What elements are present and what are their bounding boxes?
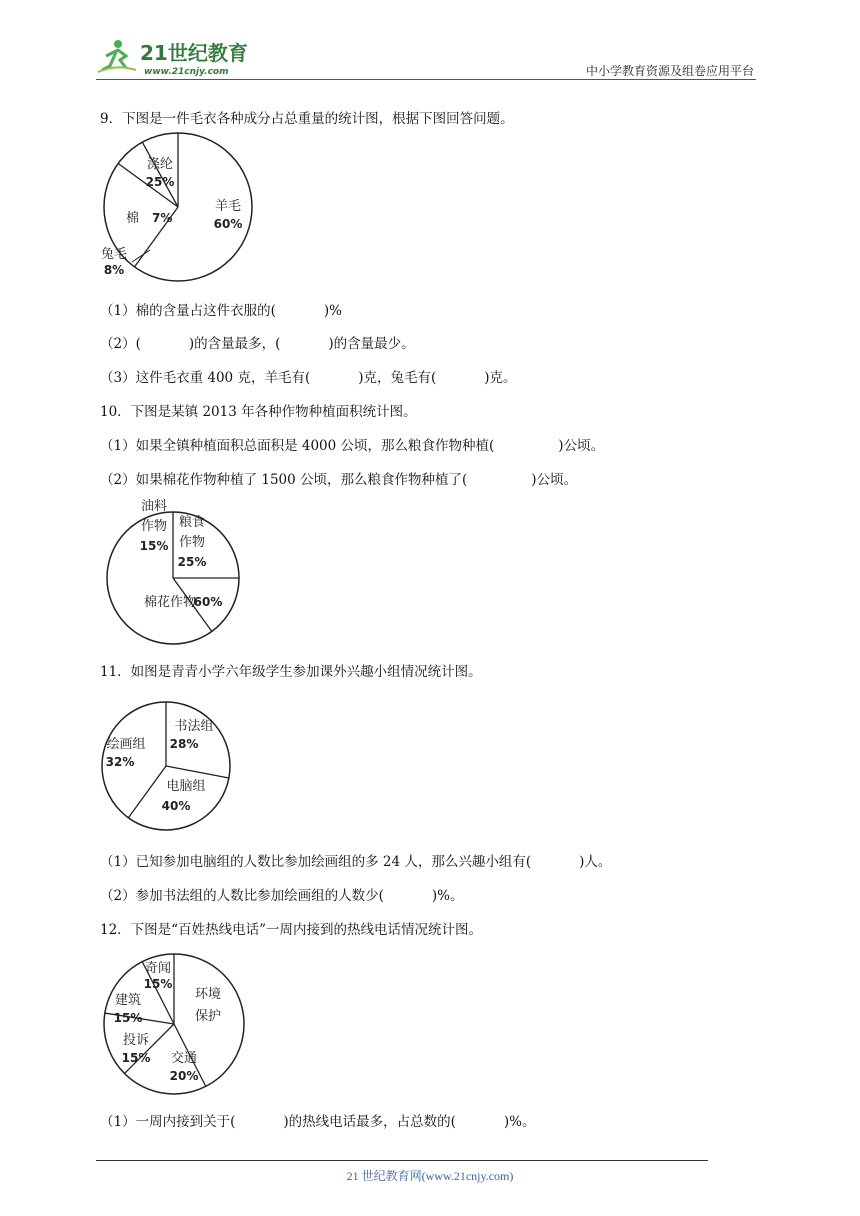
q11-sub1-text-a: （1）已知参加电脑组的人数比参加绘画组的多 24 人，那么兴趣小组有( — [100, 854, 532, 870]
pie-slice-label: 棉 — [126, 211, 140, 226]
q9-sub1-text-a: （1）棉的含量占这件衣服的( — [100, 303, 276, 319]
logo-main-text: 21世纪教育 — [140, 41, 248, 65]
pie-slice-percent: 8% — [103, 263, 125, 277]
pie-slice-label: 棉花作物 — [143, 595, 197, 610]
q9-sub1-text-b: )% — [323, 303, 342, 319]
pie-slice-label: 作物 — [178, 535, 206, 550]
q12-sub1-text-a: （1）一周内接到关于( — [100, 1114, 236, 1130]
pie-slice-label: 兔毛 — [100, 247, 128, 262]
q9-sub2-text-a: （2）( — [100, 336, 141, 352]
q10-sub1-text-b: )公顷。 — [558, 438, 605, 454]
q12-title: 12．下图是“百姓热线电话”一周内接到的热线电话情况统计图。 — [100, 922, 482, 938]
pie-slice-percent: 40% — [161, 799, 191, 813]
pie-slice-label: 建筑 — [114, 993, 142, 1008]
pie-slice-label: 粮食 — [178, 515, 206, 530]
q9-sub2-text-b: )的含量最多，( — [188, 336, 281, 352]
pie-slice-percent: 32% — [105, 755, 135, 769]
pie-label-pointer — [132, 250, 150, 262]
q9-pie-chart — [100, 130, 290, 285]
pie-slice-label: 交通 — [170, 1051, 198, 1066]
q11-title: 11．如图是青青小学六年级学生参加课外兴趣小组情况统计图。 — [100, 664, 482, 680]
q11-sub1 — [100, 850, 611, 870]
pie-slice-percent: 25% — [145, 175, 175, 189]
pie-slice-label: 环境 — [194, 987, 222, 1002]
q10-sub1-text-a: （1）如果全镇种植面积总面积是 4000 公顷，那么粮食作物种植( — [100, 438, 495, 454]
pie-slice-label: 电脑组 — [166, 779, 206, 794]
q12-sub1-text-c: )%。 — [503, 1114, 536, 1130]
q11-pie-chart — [100, 698, 238, 832]
pie-slice-percent: 25% — [177, 555, 207, 569]
pie-slice-label: 作物 — [140, 519, 168, 534]
pie-slice-label: 绘画组 — [106, 737, 146, 752]
pie-slice-label: 涤纶 — [146, 157, 174, 172]
q9-title: 9．下图是一件毛衣各种成分占总重量的统计图，根据下图回答问题。 — [100, 111, 514, 127]
q12-sub1 — [100, 1110, 536, 1130]
pie-slice-label: 油料 — [140, 499, 168, 514]
pie-slice-boundary — [122, 1024, 174, 1073]
pie-slice-percent: 15% — [113, 1011, 143, 1025]
q10-sub1 — [100, 434, 604, 454]
pie-slice-percent: 60% — [213, 217, 243, 231]
q10-sub2-text-a: （2）如果棉花作物种植了 1500 公顷，那么粮食作物种植了( — [100, 472, 468, 488]
pie-slice-percent: 7% — [152, 211, 173, 225]
q10-sub2-text-b: )公顷。 — [531, 472, 578, 488]
q9-sub2-text-c: )的含量最少。 — [328, 336, 415, 352]
pie-slice-percent: 15% — [143, 977, 173, 991]
site-logo — [96, 36, 266, 78]
q12-sub1-text-b: )的热线电话最多，占总数的( — [283, 1114, 456, 1130]
q10-sub2 — [100, 468, 577, 488]
pie-slice-label: 羊毛 — [214, 199, 242, 214]
q9-sub1 — [100, 299, 342, 319]
header-divider — [96, 79, 756, 80]
q9-sub3-text-b: )克，兔毛有( — [358, 370, 437, 386]
pie-slice-label: 书法组 — [174, 719, 214, 734]
pie-slice-label: 奇闻 — [144, 961, 172, 976]
pie-slice-percent: 20% — [169, 1069, 199, 1083]
pie-slice-percent: 60% — [193, 595, 223, 609]
q9-sub3-text-a: （3）这件毛衣重 400 克，羊毛有( — [100, 370, 311, 386]
footer-text: 21 世纪教育网(www.21cnjy.com) — [346, 1169, 514, 1183]
q10-pie-chart — [100, 494, 250, 646]
pie-slice-percent: 15% — [121, 1051, 151, 1065]
logo-sub-text: www.21cnjy.com — [144, 67, 229, 77]
pie-slice-percent: 15% — [139, 539, 169, 553]
q9-sub3-text-c: )克。 — [484, 370, 517, 386]
pie-slice-percent: 28% — [169, 737, 199, 751]
platform-name: 中小学教育资源及组卷应用平台 — [585, 64, 754, 78]
q9-sub3 — [100, 366, 517, 386]
q11-sub1-text-b: )人。 — [579, 854, 612, 870]
pie-slice-boundary — [166, 766, 229, 778]
runner-icon — [98, 40, 136, 72]
pie-slice-label: 保护 — [194, 1009, 222, 1024]
q12-pie-chart — [100, 948, 246, 1096]
pie-slice-label: 投诉 — [122, 1033, 150, 1048]
q11-sub2 — [100, 884, 463, 904]
q11-sub2-text-a: （2）参加书法组的人数比参加绘画组的人数少( — [100, 888, 384, 904]
pie-slice-boundary — [128, 766, 166, 818]
q11-sub2-text-b: )%。 — [431, 888, 464, 904]
footer-divider — [96, 1160, 708, 1161]
q9-sub2 — [100, 332, 415, 352]
q10-title: 10．下图是某镇 2013 年各种作物种植面积统计图。 — [100, 404, 417, 420]
